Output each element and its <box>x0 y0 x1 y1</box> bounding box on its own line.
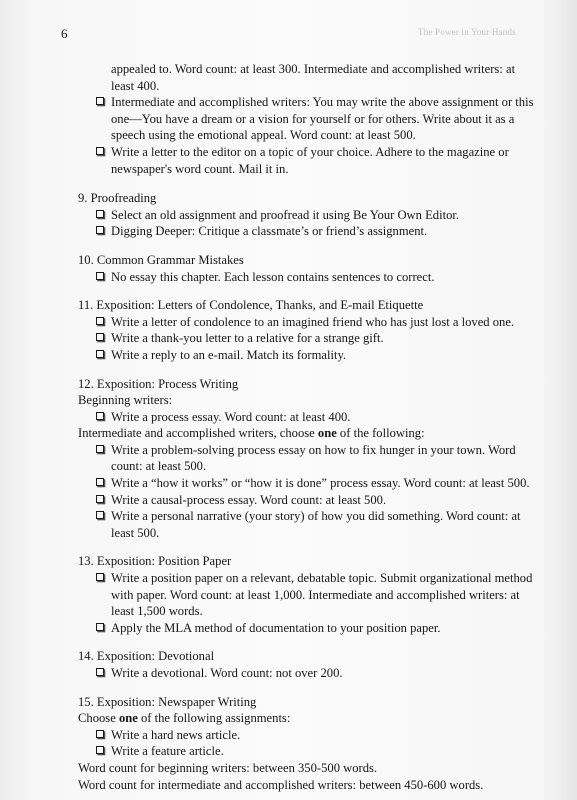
section-heading: 12. Exposition: Process Writing <box>78 376 239 391</box>
checkbox-icon <box>96 333 104 341</box>
checkbox-icon <box>96 226 104 234</box>
continuation-text: appealed to. Word count: at least 300. Intermediate and accomplished writers: at least 400. <box>111 62 516 93</box>
intro-items <box>78 94 538 177</box>
list-item: Write a causal-process essay. Word count: at least 500. <box>78 492 538 509</box>
section-process-writing <box>78 376 538 542</box>
section-position-paper <box>78 553 538 636</box>
checkbox-icon <box>96 412 104 420</box>
checkbox-icon <box>96 97 104 105</box>
checkbox-icon <box>96 317 104 325</box>
checkbox-icon <box>96 730 104 738</box>
page-number: 6 <box>61 26 68 41</box>
intro-block <box>78 61 538 177</box>
word-count-note: Word count for beginning writers: between 350-500 words. <box>78 760 378 775</box>
checkbox-icon <box>96 350 104 358</box>
list-item: Intermediate and accomplished writers: You may write the above assignment or this one—You have a dream or a vision for yourself or for others. Write about it as a speech using the emotional appeal. Word count: at least 500. <box>78 94 538 144</box>
checkbox-icon <box>96 511 104 519</box>
beginning-writers-label: Beginning writers: <box>78 393 173 408</box>
list-item: Apply the MLA method of documentation to your position paper. <box>78 620 538 637</box>
list-item: Write a “how it works” or “how it is done” process essay. Word count: at least 500. <box>78 475 538 492</box>
section-heading: 10. Common Grammar Mistakes <box>78 252 244 267</box>
section-heading: 9. Proofreading <box>78 191 157 206</box>
checkbox-icon <box>96 272 104 280</box>
checkbox-icon <box>96 746 104 754</box>
list-item: Write a letter of condolence to an imagined friend who has just lost a loved one. <box>78 314 538 331</box>
checkbox-icon <box>96 623 104 631</box>
section-proofreading <box>78 190 538 240</box>
list-item: Write a hard news article. <box>78 727 538 744</box>
checkbox-icon <box>96 573 104 581</box>
section-common-grammar-mistakes <box>78 252 538 285</box>
list-item: Write a feature article. <box>78 743 538 760</box>
list-item: Select an old assignment and proofread it using Be Your Own Editor. <box>78 207 538 224</box>
running-head: The Power in Your Hands <box>418 27 516 37</box>
section-heading: 13. Exposition: Position Paper <box>78 554 232 569</box>
list-item: Write a personal narrative (your story) of how you did something. Word count: at least 500. <box>78 508 538 541</box>
checkbox-icon <box>96 210 104 218</box>
section-heading: 11. Exposition: Letters of Condolence, Thanks, and E-mail Etiquette <box>78 298 424 313</box>
list-item: Write a thank-you letter to a relative for a strange gift. <box>78 330 538 347</box>
section-letters <box>78 297 538 363</box>
section-devotional <box>78 648 538 681</box>
list-item: Write a problem-solving process essay on how to fix hunger in your town. Word count: at least 500. <box>78 442 538 475</box>
checkbox-icon <box>96 147 104 155</box>
assignment-list <box>78 61 538 793</box>
word-count-note: Word count for intermediate and accomplished writers: between 450-600 words. <box>78 777 484 792</box>
checkbox-icon <box>96 668 104 676</box>
list-item: Write a position paper on a relevant, debatable topic. Submit organizational method with paper. Word count: at least 1,000. Intermediate and accomplished writers: at least 1,500 words. <box>78 570 538 620</box>
choose-instruction: Choose one of the following assignments: <box>78 711 291 726</box>
section-heading: 14. Exposition: Devotional <box>78 649 215 664</box>
checkbox-icon <box>96 445 104 453</box>
section-newspaper-writing <box>78 694 538 794</box>
list-item: Write a letter to the editor on a topic of your choice. Adhere to the magazine or newspaper's word count. Mail it in. <box>78 144 538 177</box>
list-item: No essay this chapter. Each lesson contains sentences to correct. <box>78 269 538 286</box>
list-item: Digging Deeper: Critique a classmate’s or friend’s assignment. <box>78 223 538 240</box>
checkbox-icon <box>96 478 104 486</box>
section-heading: 15. Exposition: Newspaper Writing <box>78 694 257 709</box>
list-item: Write a reply to an e-mail. Match its formality. <box>78 347 538 364</box>
choose-instruction: Intermediate and accomplished writers, choose one of the following: <box>78 426 425 441</box>
list-item: Write a process essay. Word count: at least 400. <box>78 409 538 426</box>
list-item: Write a devotional. Word count: not over 200. <box>78 665 538 682</box>
checkbox-icon <box>96 495 104 503</box>
